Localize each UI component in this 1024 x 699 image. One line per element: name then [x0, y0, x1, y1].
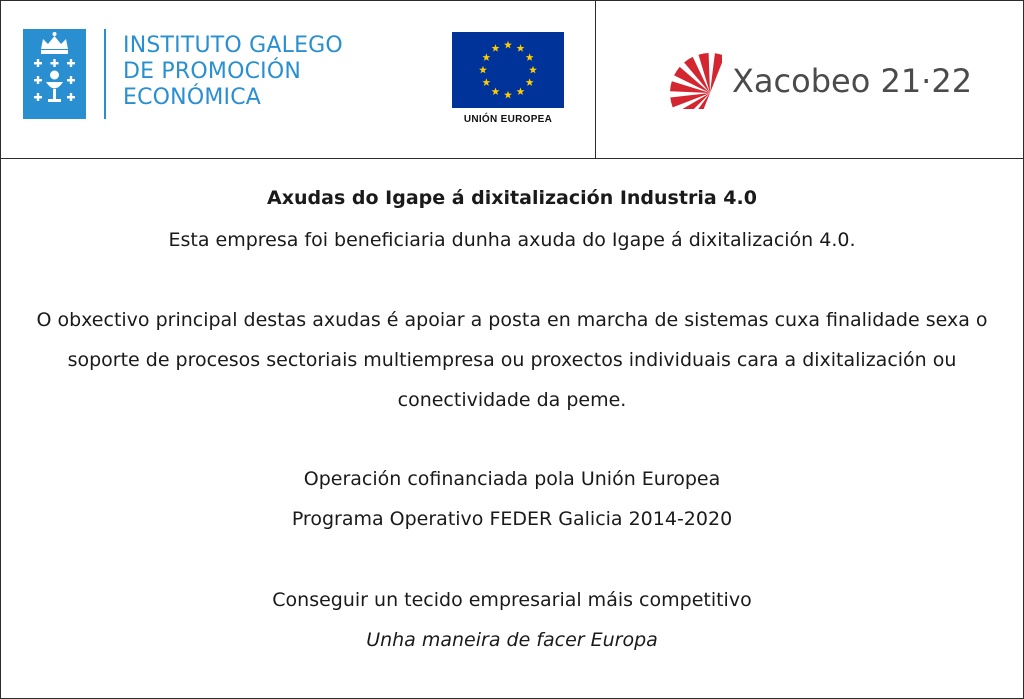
eu-label: UNIÓN EUROPEA [463, 114, 553, 125]
header-divider [595, 1, 596, 158]
xacobeo-wordmark: Xacobeo 21·22 [732, 62, 973, 100]
logo-header [1, 1, 1023, 159]
notice-intro: Esta empresa foi beneficiaria dunha axuda do Igape á dixitalización 4.0. [168, 229, 856, 251]
programme-line: Programa Operativo FEDER Galicia 2014-2020 [291, 508, 733, 530]
notice-title: Axudas do Igape á dixitalización Industria 4.0 [267, 187, 757, 209]
goal-line: Conseguir un tecido empresarial máis competitivo [272, 589, 752, 611]
eu-motto: Unha maneira de facer Europa [366, 629, 658, 651]
scallop-shell-icon [666, 53, 722, 109]
igape-name-line: ECONÓMICA [123, 85, 262, 110]
igape-name [123, 33, 423, 111]
objective-line: conectividade da peme. [397, 389, 627, 411]
logo-divider [104, 29, 106, 119]
cofinance-line: Operación cofinanciada pola Unión Europea [303, 468, 721, 490]
shell-rib [710, 53, 722, 93]
igape-name-line: INSTITUTO GALEGO [123, 33, 343, 58]
galicia-coat-of-arms-icon [23, 29, 86, 119]
objective-line: O obxectivo principal destas axudas é apoiar a posta en marcha de sistemas cuxa finalidade sexa o [36, 309, 988, 331]
objective-line: soporte de procesos sectoriais multiempresa ou proxectos individuais cara a dixitalización ou [67, 349, 957, 371]
igape-name-line: DE PROMOCIÓN [123, 59, 302, 84]
eu-flag-icon [452, 32, 564, 108]
